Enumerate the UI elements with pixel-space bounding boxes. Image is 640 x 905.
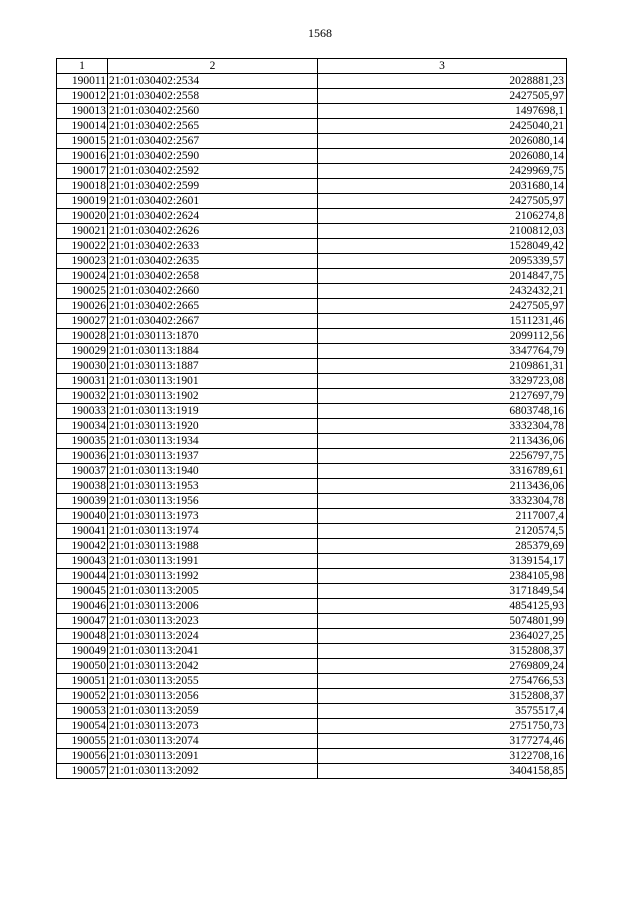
row-number-cell: 190011: [57, 74, 108, 89]
table-row: [57, 509, 567, 524]
table-row: [57, 479, 567, 494]
table-row: [57, 404, 567, 419]
row-number-cell: 190050: [57, 659, 108, 674]
value-cell: 2754766,53: [318, 674, 567, 689]
row-number-cell: 190055: [57, 734, 108, 749]
cadastral-number-cell: 21:01:030402:2667: [108, 314, 318, 329]
row-number-cell: 190027: [57, 314, 108, 329]
row-number-cell: 190012: [57, 89, 108, 104]
value-cell: 2026080,14: [318, 149, 567, 164]
cadastral-number-cell: 21:01:030113:1920: [108, 419, 318, 434]
value-cell: 2113436,06: [318, 434, 567, 449]
cadastral-number-cell: 21:01:030402:2560: [108, 104, 318, 119]
table-row: [57, 569, 567, 584]
row-number-cell: 190045: [57, 584, 108, 599]
row-number-cell: 190043: [57, 554, 108, 569]
cadastral-number-cell: 21:01:030402:2626: [108, 224, 318, 239]
table-row: [57, 704, 567, 719]
value-cell: 2256797,75: [318, 449, 567, 464]
cadastral-number-cell: 21:01:030402:2635: [108, 254, 318, 269]
row-number-cell: 190033: [57, 404, 108, 419]
table-row: [57, 119, 567, 134]
value-cell: 2028881,23: [318, 74, 567, 89]
table-row: [57, 269, 567, 284]
value-cell: 2113436,06: [318, 479, 567, 494]
cadastral-number-cell: 21:01:030113:2074: [108, 734, 318, 749]
row-number-cell: 190023: [57, 254, 108, 269]
value-cell: 2384105,98: [318, 569, 567, 584]
value-cell: 2427505,97: [318, 194, 567, 209]
table-row: [57, 194, 567, 209]
table-row: [57, 434, 567, 449]
cadastral-number-cell: 21:01:030113:2073: [108, 719, 318, 734]
cadastral-number-cell: 21:01:030113:1991: [108, 554, 318, 569]
table-row: [57, 419, 567, 434]
value-cell: 2769809,24: [318, 659, 567, 674]
cadastral-number-cell: 21:01:030402:2660: [108, 284, 318, 299]
cadastral-number-cell: 21:01:030113:2056: [108, 689, 318, 704]
value-cell: 1497698,1: [318, 104, 567, 119]
row-number-cell: 190020: [57, 209, 108, 224]
table-row: [57, 104, 567, 119]
cadastral-number-cell: 21:01:030113:2024: [108, 629, 318, 644]
cadastral-number-cell: 21:01:030113:1919: [108, 404, 318, 419]
row-number-cell: 190051: [57, 674, 108, 689]
cadastral-number-cell: 21:01:030402:2590: [108, 149, 318, 164]
cadastral-number-cell: 21:01:030402:2592: [108, 164, 318, 179]
table-row: [57, 719, 567, 734]
table-row: [57, 554, 567, 569]
table-row: [57, 689, 567, 704]
table-row: [57, 284, 567, 299]
table-row: [57, 494, 567, 509]
cadastral-number-cell: 21:01:030113:1973: [108, 509, 318, 524]
cadastral-number-cell: 21:01:030402:2665: [108, 299, 318, 314]
table-row: [57, 674, 567, 689]
table-row: [57, 89, 567, 104]
table-row: [57, 164, 567, 179]
cadastral-number-cell: 21:01:030113:2006: [108, 599, 318, 614]
table-row: [57, 134, 567, 149]
value-cell: 3332304,78: [318, 494, 567, 509]
cadastral-number-cell: 21:01:030113:2023: [108, 614, 318, 629]
row-number-cell: 190021: [57, 224, 108, 239]
row-number-cell: 190019: [57, 194, 108, 209]
table-row: [57, 314, 567, 329]
value-cell: 2117007,4: [318, 509, 567, 524]
value-cell: 2099112,56: [318, 329, 567, 344]
row-number-cell: 190017: [57, 164, 108, 179]
table-row: [57, 74, 567, 89]
row-number-cell: 190034: [57, 419, 108, 434]
value-cell: 2026080,14: [318, 134, 567, 149]
cadastral-number-cell: 21:01:030402:2558: [108, 89, 318, 104]
cadastral-number-cell: 21:01:030402:2565: [108, 119, 318, 134]
cadastral-number-cell: 21:01:030402:2601: [108, 194, 318, 209]
value-cell: 3139154,17: [318, 554, 567, 569]
table-row: [57, 659, 567, 674]
value-cell: 3404158,85: [318, 764, 567, 779]
value-cell: 1528049,42: [318, 239, 567, 254]
row-number-cell: 190028: [57, 329, 108, 344]
value-cell: 2109861,31: [318, 359, 567, 374]
value-cell: 2427505,97: [318, 299, 567, 314]
row-number-cell: 190039: [57, 494, 108, 509]
value-cell: 2429969,75: [318, 164, 567, 179]
value-cell: 3171849,54: [318, 584, 567, 599]
value-cell: 5074801,99: [318, 614, 567, 629]
row-number-cell: 190048: [57, 629, 108, 644]
table-row: [57, 764, 567, 779]
table-row: [57, 449, 567, 464]
column-header-3: 3: [318, 59, 567, 74]
row-number-cell: 190025: [57, 284, 108, 299]
value-cell: 3329723,08: [318, 374, 567, 389]
row-number-cell: 190018: [57, 179, 108, 194]
table-row: [57, 644, 567, 659]
table-row: [57, 329, 567, 344]
cadastral-number-cell: 21:01:030402:2658: [108, 269, 318, 284]
row-number-cell: 190026: [57, 299, 108, 314]
table-row: [57, 539, 567, 554]
table-body: [57, 74, 567, 779]
row-number-cell: 190040: [57, 509, 108, 524]
value-cell: 2127697,79: [318, 389, 567, 404]
row-number-cell: 190013: [57, 104, 108, 119]
header-row: [57, 59, 567, 74]
cadastral-number-cell: 21:01:030113:2005: [108, 584, 318, 599]
table-row: [57, 389, 567, 404]
table-row: [57, 464, 567, 479]
cadastral-number-cell: 21:01:030113:1992: [108, 569, 318, 584]
row-number-cell: 190031: [57, 374, 108, 389]
cadastral-number-cell: 21:01:030113:1988: [108, 539, 318, 554]
data-table: [56, 58, 567, 779]
cadastral-number-cell: 21:01:030113:1902: [108, 389, 318, 404]
row-number-cell: 190057: [57, 764, 108, 779]
value-cell: 2120574,5: [318, 524, 567, 539]
table-header: [57, 59, 567, 74]
row-number-cell: 190056: [57, 749, 108, 764]
cadastral-number-cell: 21:01:030113:1940: [108, 464, 318, 479]
row-number-cell: 190036: [57, 449, 108, 464]
row-number-cell: 190024: [57, 269, 108, 284]
row-number-cell: 190042: [57, 539, 108, 554]
cadastral-number-cell: 21:01:030402:2624: [108, 209, 318, 224]
cadastral-number-cell: 21:01:030402:2534: [108, 74, 318, 89]
table-row: [57, 629, 567, 644]
cadastral-number-cell: 21:01:030113:1870: [108, 329, 318, 344]
value-cell: 2751750,73: [318, 719, 567, 734]
table-row: [57, 224, 567, 239]
cadastral-number-cell: 21:01:030113:1884: [108, 344, 318, 359]
value-cell: 2031680,14: [318, 179, 567, 194]
row-number-cell: 190032: [57, 389, 108, 404]
value-cell: 3332304,78: [318, 419, 567, 434]
cadastral-number-cell: 21:01:030113:1937: [108, 449, 318, 464]
table-row: [57, 239, 567, 254]
value-cell: 1511231,46: [318, 314, 567, 329]
row-number-cell: 190041: [57, 524, 108, 539]
cadastral-number-cell: 21:01:030402:2633: [108, 239, 318, 254]
table-row: [57, 254, 567, 269]
table-row: [57, 614, 567, 629]
value-cell: 3152808,37: [318, 644, 567, 659]
cadastral-number-cell: 21:01:030113:1901: [108, 374, 318, 389]
value-cell: 3152808,37: [318, 689, 567, 704]
cadastral-number-cell: 21:01:030113:2041: [108, 644, 318, 659]
row-number-cell: 190014: [57, 119, 108, 134]
value-cell: 3347764,79: [318, 344, 567, 359]
value-cell: 2014847,75: [318, 269, 567, 284]
row-number-cell: 190022: [57, 239, 108, 254]
value-cell: 4854125,93: [318, 599, 567, 614]
row-number-cell: 190037: [57, 464, 108, 479]
table-row: [57, 344, 567, 359]
table-row: [57, 599, 567, 614]
row-number-cell: 190046: [57, 599, 108, 614]
cadastral-number-cell: 21:01:030113:2055: [108, 674, 318, 689]
value-cell: 2432432,21: [318, 284, 567, 299]
row-number-cell: 190054: [57, 719, 108, 734]
value-cell: 2100812,03: [318, 224, 567, 239]
row-number-cell: 190015: [57, 134, 108, 149]
value-cell: 2364027,25: [318, 629, 567, 644]
table-row: [57, 359, 567, 374]
row-number-cell: 190053: [57, 704, 108, 719]
table-row: [57, 584, 567, 599]
row-number-cell: 190044: [57, 569, 108, 584]
column-header-2: 2: [108, 59, 318, 74]
value-cell: 3575517,4: [318, 704, 567, 719]
cadastral-number-cell: 21:01:030113:2042: [108, 659, 318, 674]
cadastral-number-cell: 21:01:030402:2567: [108, 134, 318, 149]
table-row: [57, 149, 567, 164]
table-row: [57, 209, 567, 224]
row-number-cell: 190035: [57, 434, 108, 449]
cadastral-number-cell: 21:01:030113:1956: [108, 494, 318, 509]
page-number: 1568: [308, 26, 332, 40]
cadastral-number-cell: 21:01:030113:2059: [108, 704, 318, 719]
row-number-cell: 190049: [57, 644, 108, 659]
table-row: [57, 524, 567, 539]
cadastral-number-cell: 21:01:030113:2091: [108, 749, 318, 764]
cadastral-number-cell: 21:01:030113:2092: [108, 764, 318, 779]
cadastral-number-cell: 21:01:030402:2599: [108, 179, 318, 194]
row-number-cell: 190029: [57, 344, 108, 359]
value-cell: 3316789,61: [318, 464, 567, 479]
row-number-cell: 190052: [57, 689, 108, 704]
table-row: [57, 179, 567, 194]
table-row: [57, 734, 567, 749]
table-row: [57, 374, 567, 389]
cadastral-number-cell: 21:01:030113:1974: [108, 524, 318, 539]
value-cell: 2095339,57: [318, 254, 567, 269]
cadastral-number-cell: 21:01:030113:1887: [108, 359, 318, 374]
row-number-cell: 190030: [57, 359, 108, 374]
table-row: [57, 749, 567, 764]
cadastral-number-cell: 21:01:030113:1934: [108, 434, 318, 449]
value-cell: 2427505,97: [318, 89, 567, 104]
row-number-cell: 190038: [57, 479, 108, 494]
value-cell: 6803748,16: [318, 404, 567, 419]
value-cell: 3177274,46: [318, 734, 567, 749]
value-cell: 285379,69: [318, 539, 567, 554]
value-cell: 2425040,21: [318, 119, 567, 134]
column-header-1: 1: [57, 59, 108, 74]
table-row: [57, 299, 567, 314]
row-number-cell: 190016: [57, 149, 108, 164]
row-number-cell: 190047: [57, 614, 108, 629]
cadastral-number-cell: 21:01:030113:1953: [108, 479, 318, 494]
value-cell: 3122708,16: [318, 749, 567, 764]
value-cell: 2106274,8: [318, 209, 567, 224]
